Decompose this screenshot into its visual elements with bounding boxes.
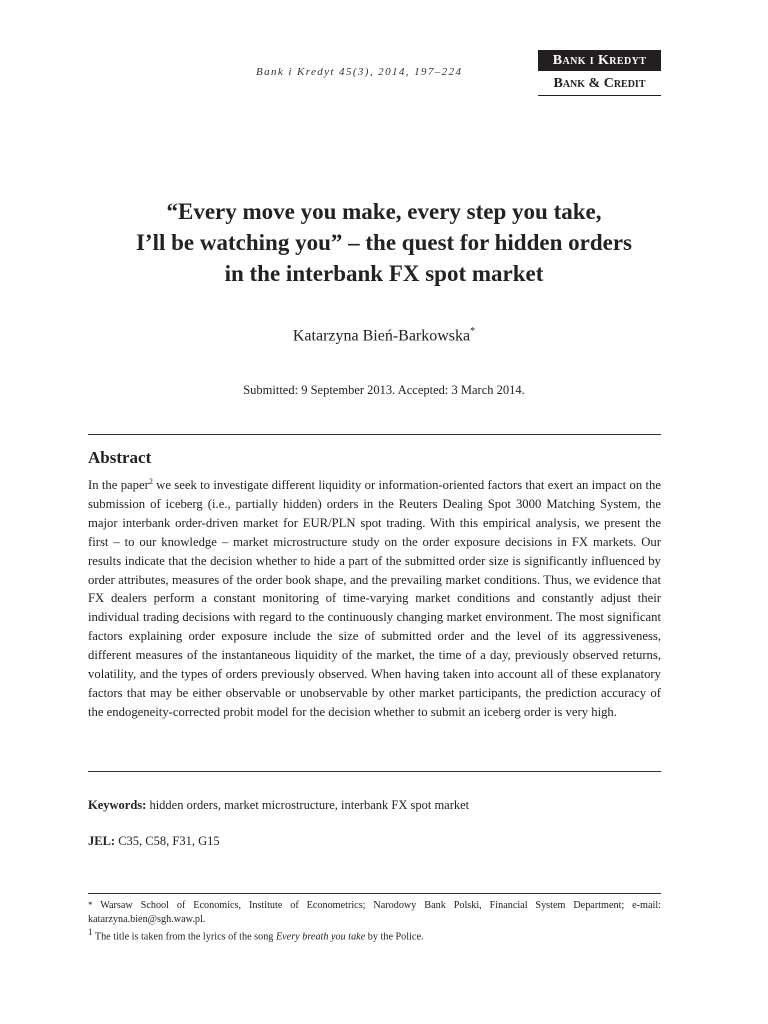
title-line: “Every move you make, every step you take, xyxy=(166,199,602,224)
abstract-body-text: we seek to investigate different liquidity or information-oriented factors that exert an impact on the submission of iceberg (i.e., partially hidden) orders in the Reuters Dealing Spot 3000 Matching System, the major interbank order-driven market for EUR/PLN spot trading. With this empirical analysis, we present the first – to our knowledge – market microstructure study on the order exposure decisions in FX markets. Our results indicate that the decision whether to hide a part of the submitted order size is significantly influenced by order attributes, measures of the order book shape, and the prevailing market conditions. Thus, we evidence that FX dealers perform a constant monitoring of time-varying market conditions and constantly adjust their individual trading decisions with regard to the continuously changing market environment. The most significant factors explaining order exposure include the size of submitted order and the level of its aggressiveness, different measures of the instantaneous liquidity of the market, the time of a day, previously observed returns, volatility, and the types of orders previously observed. When having taken into account all of these explanatory factors that may be either observable or unobservable by other market participants, the prediction accuracy of the endogeneity-corrected probit model for the decision whether to submit an iceberg order is very high. xyxy=(88,478,662,719)
jel-line xyxy=(88,834,220,849)
author-footnote-mark: * xyxy=(470,326,476,337)
footnote-rule xyxy=(88,893,661,894)
abstract-heading: Abstract xyxy=(88,448,152,467)
journal-logo xyxy=(538,50,661,96)
footnote-text: The title is taken from the lyrics of the song xyxy=(92,931,276,943)
jel-label: JEL: xyxy=(88,834,116,848)
title-line: in the interbank FX spot market xyxy=(224,261,544,286)
article-title xyxy=(60,196,708,289)
submission-dates: Submitted: 9 September 2013. Accepted: 3 March 2014. xyxy=(243,383,525,397)
abstract-lead: In the paper xyxy=(88,478,149,492)
author-line xyxy=(0,326,768,345)
author-name: Katarzyna Bień-Barkowska xyxy=(292,327,471,345)
footnote-text: by the Police. xyxy=(365,931,424,943)
keywords-line xyxy=(88,798,469,813)
footnotes xyxy=(88,899,661,944)
footnote-mark: * xyxy=(88,900,93,910)
abstract-bottom-rule xyxy=(88,771,661,772)
abstract-top-rule xyxy=(88,434,661,435)
logo-polish-title: Bank i Kredyt xyxy=(538,50,661,71)
footnote-mark: 1 xyxy=(88,927,93,937)
abstract-text xyxy=(88,476,661,722)
abstract-footnote-ref: 2 xyxy=(148,476,153,486)
keywords-value: hidden orders, market microstructure, interbank FX spot market xyxy=(146,798,470,812)
title-line: I’ll be watching you” – the quest for hidden orders xyxy=(135,230,633,255)
logo-english-title: Bank & Credit xyxy=(538,71,661,96)
footnote-title-source xyxy=(88,926,661,944)
footnote-song-title: Every breath you take xyxy=(275,931,366,943)
jel-value: C35, C58, F31, G15 xyxy=(115,834,220,848)
journal-reference: Bank i Kredyt 45(3), 2014, 197–224 xyxy=(256,66,463,78)
footnote-affiliation xyxy=(88,899,661,926)
footnote-text: Warsaw School of Economics, Institute of Econometrics; Narodowy Bank Polski, Financial System Department; e-mail: katarzyna.bien@sgh.waw.pl. xyxy=(88,900,661,925)
keywords-label: Keywords: xyxy=(88,798,147,812)
